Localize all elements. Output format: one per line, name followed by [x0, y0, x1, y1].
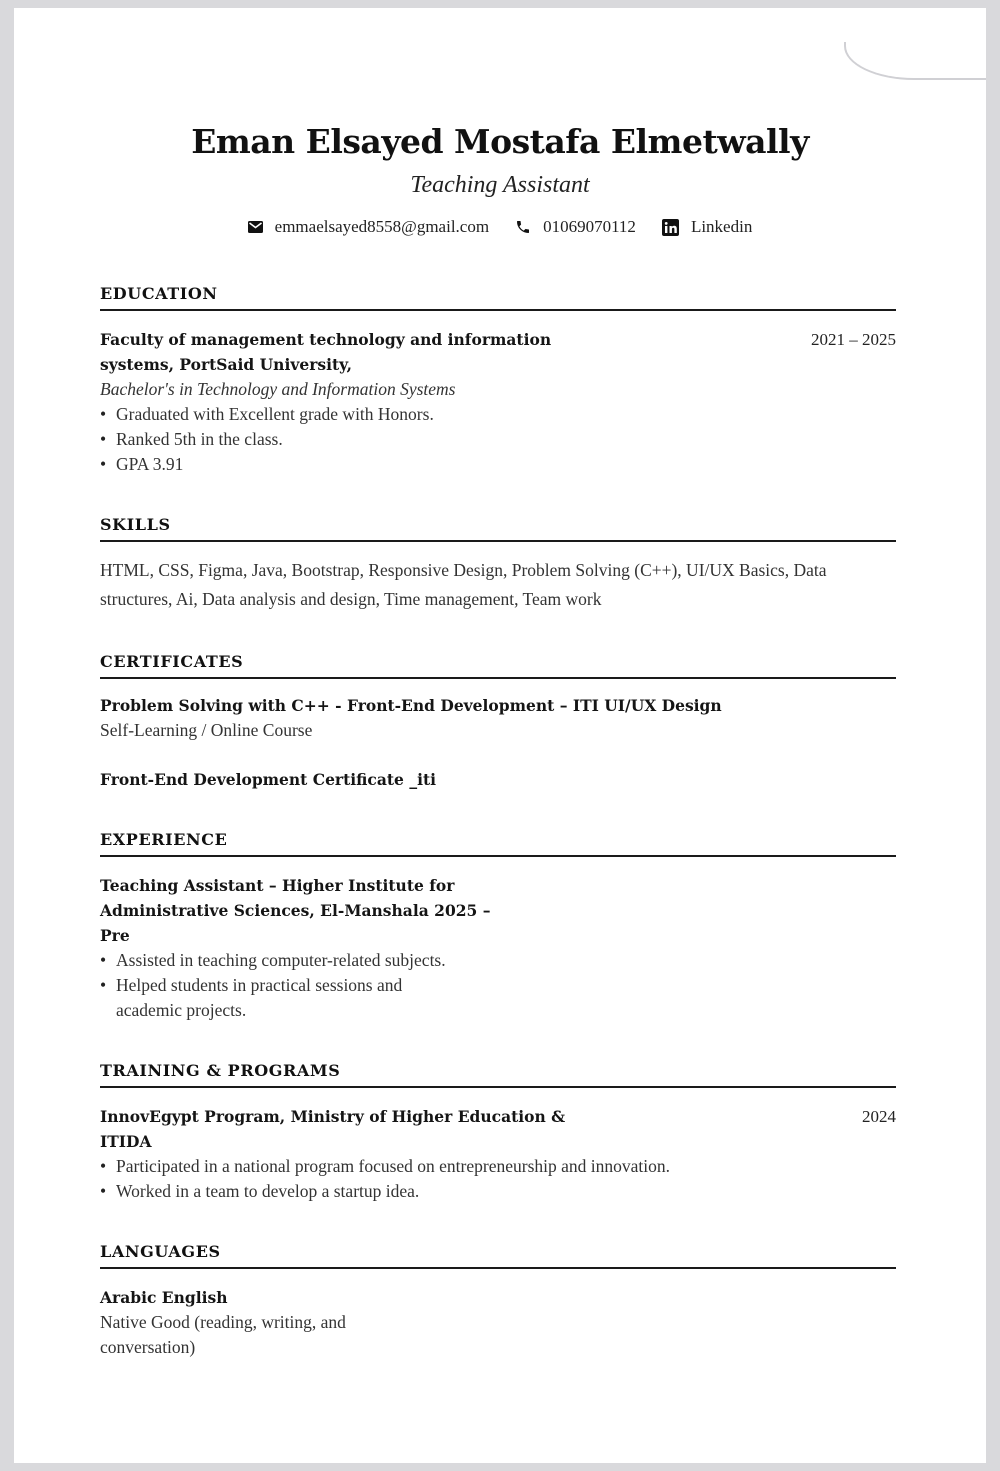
languages-title: Arabic English	[100, 1288, 228, 1307]
phone-contact[interactable]	[515, 216, 636, 238]
resume-body	[100, 284, 896, 1360]
job-title: Teaching Assistant	[410, 172, 590, 198]
certificate-title: Front-End Development Certificate _iti	[100, 770, 437, 789]
phone-icon	[515, 219, 531, 235]
training-entry	[100, 1104, 896, 1154]
phone-text: 01069070112	[543, 217, 636, 236]
list-item: • Worked in a team to develop a startup idea.	[100, 1179, 896, 1204]
education-bullets	[100, 402, 896, 477]
education-section	[100, 284, 896, 477]
institution-line: systems, PortSaid University,	[100, 355, 353, 374]
experience-heading: EXPERIENCE	[100, 830, 896, 857]
skills-section	[100, 515, 896, 614]
resume-page	[14, 8, 986, 1463]
institution-line: Faculty of management technology and information	[100, 330, 552, 349]
education-heading: EDUCATION	[100, 284, 896, 311]
candidate-name: Eman Elsayed Mostafa Elmetwally	[191, 122, 809, 161]
languages-detail: Native Good (reading, writing, and	[100, 1312, 346, 1332]
experience-bullets	[100, 948, 896, 998]
certificate-subtitle: Self-Learning / Online Course	[100, 720, 313, 740]
skills-line: HTML, CSS, Figma, Java, Bootstrap, Responsive Design, Problem Solving (C++), UI/UX Basics, Data	[100, 560, 827, 580]
languages-section	[100, 1242, 896, 1360]
linkedin-contact[interactable]	[662, 216, 752, 238]
skills-heading: SKILLS	[100, 515, 896, 542]
training-section	[100, 1061, 896, 1204]
list-item: • GPA 3.91	[100, 452, 896, 477]
skills-line: structures, Ai, Data analysis and design, Time management, Team work	[100, 589, 602, 609]
training-heading: TRAINING & PROGRAMS	[100, 1061, 896, 1088]
experience-title-line: Administrative Sciences, El-Manshala 2025 –	[100, 901, 491, 920]
list-item: • Participated in a national program focused on entrepreneurship and innovation.	[100, 1154, 896, 1179]
experience-title-line: Pre	[100, 926, 130, 945]
certificates-heading: CERTIFICATES	[100, 652, 896, 679]
resume-header	[14, 120, 986, 238]
list-item: • Ranked 5th in the class.	[100, 427, 896, 452]
training-date: 2024	[862, 1107, 896, 1126]
email-text: emmaelsayed8558@gmail.com	[274, 217, 490, 236]
list-item-continuation: academic projects.	[116, 1000, 247, 1020]
experience-section	[100, 830, 896, 1023]
page-curl-decoration	[844, 42, 986, 80]
list-item: • Graduated with Excellent grade with Honors.	[100, 402, 896, 427]
training-title-line: ITIDA	[100, 1132, 152, 1151]
list-item: • Assisted in teaching computer-related subjects.	[100, 948, 896, 973]
email-contact[interactable]	[248, 216, 489, 238]
certificate-title: Problem Solving with C++ - Front-End Development – ITI UI/UX Design	[100, 696, 722, 715]
linkedin-text: Linkedin	[690, 217, 753, 236]
experience-title-line: Teaching Assistant – Higher Institute for	[100, 876, 455, 895]
contact-bar	[14, 216, 986, 238]
education-dates: 2021 – 2025	[811, 330, 896, 349]
linkedin-icon	[662, 219, 679, 236]
degree-text: Bachelor's in Technology and Information Systems	[100, 379, 456, 399]
training-title-line: InnovEgypt Program, Ministry of Higher Education &	[100, 1107, 566, 1126]
languages-heading: LANGUAGES	[100, 1242, 896, 1269]
list-item: • Helped students in practical sessions and	[100, 973, 896, 998]
languages-detail: conversation)	[100, 1337, 196, 1357]
certificates-section	[100, 652, 896, 792]
envelope-icon	[248, 221, 263, 233]
education-entry	[100, 327, 896, 377]
training-bullets	[100, 1154, 896, 1204]
